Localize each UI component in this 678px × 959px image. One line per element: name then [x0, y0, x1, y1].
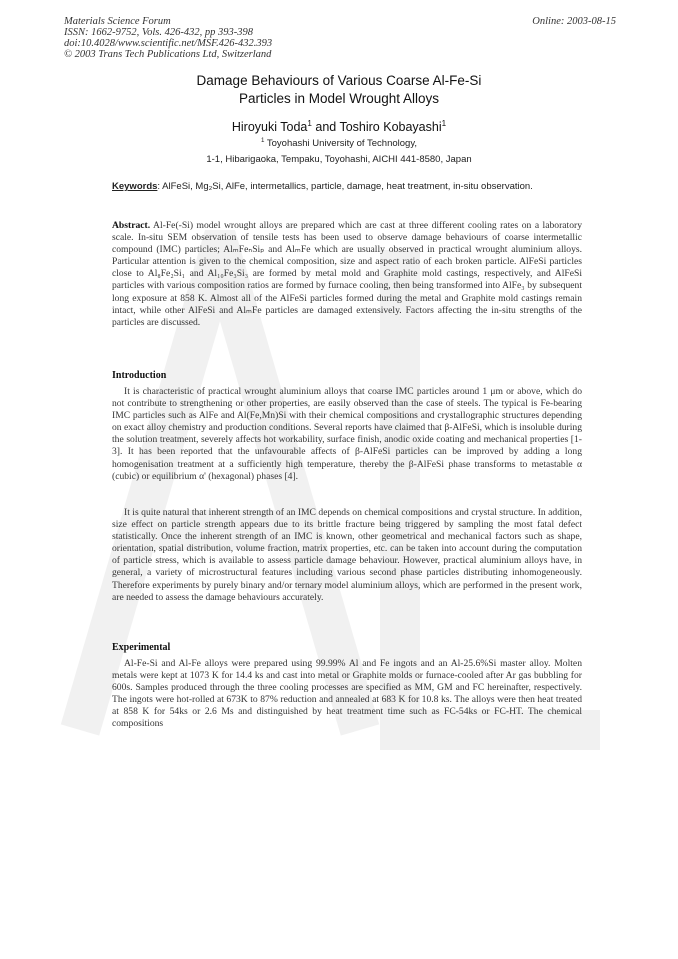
author-separator: and — [311, 120, 340, 134]
introduction-paragraph-1: It is characteristic of practical wrought aluminium alloys that coarse IMC particles around 1 μm or above, which do not contribute to strengthening or other properties, are easily observed than the case of steels. The typical is Fe-bearing IMC particles such as AlFe and Al(Fe,Mn)Si with their chemical compositions and crystallographic structures depending on exact alloy chemistry and production conditions. Several reports have claimed that β-AlFeSi, which is insoluble during the solution treatment, severely affects hot workability, surface finish, anodic oxide coating and mechanical properties [1-3]. It has been reported that the unfavourable affects of β-AlFeSi particles can be improved by adding a long homogenisation treatment at a sufficiently high temperature, thereby the β-AlFeSi phase transforms to metastable α (cubic) or equilibrium α' (hexagonal) phases [4]. — [112, 386, 582, 482]
abstract-text: Al-Fe(-Si) model wrought alloys are prepared which are cast at three different cooling rates on a laboratory scale. In-situ SEM observation of tensile tests has been used to observe damage behaviours of coarse intermetallic compound (IMC) particles; AlₘFeₙSiₚ and AlₘFe which are usually observed in practical wrought aluminium alloys. Particular attention is given to the chemical composition, size and aspect ratio of each broken particle. AlFeSi particles close to Al₈Fe₂Si₁ and Al₁₀Fe₃Si₃ are formed by metal mold and Graphite mold castings, respectively, and AlFeSi particles with various composition ratios are formed by furnace cooling, then being transformed into AlFe₃ by subsequent long exposure at 858 K. Almost all of the AlFeSi particles formed during the metal and Graphite mold castings remain intact, while other AlFeSi and AlₘFe particles are damaged extensively. Factors affecting the in-situ strengths of the particles are discussed. — [112, 220, 582, 328]
affiliation-institution-text: Toyohashi University of Technology, — [266, 138, 418, 149]
affiliation-mark: 1 — [307, 118, 312, 128]
author-list — [0, 120, 678, 134]
author-name: Hiroyuki Toda — [231, 120, 308, 134]
paper-title — [0, 72, 678, 108]
abstract — [112, 220, 582, 329]
journal-copyright: © 2003 Trans Tech Publications Ltd, Switzerland — [64, 49, 272, 60]
affiliation-address: 1-1, Hibarigaoka, Tempaku, Toyohashi, AICHI 441-8580, Japan — [206, 154, 472, 165]
author-name: Toshiro Kobayashi — [339, 120, 442, 134]
keywords — [112, 181, 580, 193]
abstract-label: Abstract. — [112, 220, 151, 231]
affiliation-institution — [0, 138, 678, 149]
experimental-paragraph-1: Al-Fe-Si and Al-Fe alloys were prepared using 99.99% Al and Fe ingots and an Al-25.6%Si master alloy. Molten metals were kept at 1073 K for 14.4 ks and cast into metal or Graphite molds or furnace-cooled after Ar gas bubbling for 600s. Samples produced through the three cooling processes are specified as MM, GM and FC hereinafter, respectively. The ingots were hot-rolled at 673K to 87% reduction and annealed at 683 K for 10.8 ks. The alloys were then heat treated at 858 K for 54ks or 2.6 Ms and distinguished by heat treatment time such as FC-54ks or FC-HT. The chemical compositions — [112, 658, 582, 730]
paper-title-line2: Particles in Model Wrought Alloys — [238, 91, 440, 106]
experimental-heading: Experimental — [112, 642, 171, 653]
keywords-text: : AlFeSi, Mg₂Si, AlFe, intermetallics, particle, damage, heat treatment, in-situ observation. — [157, 181, 533, 192]
online-date: Online: 2003-08-15 — [532, 16, 616, 27]
paper-title-line1: Damage Behaviours of Various Coarse Al-Fe-Si — [196, 73, 482, 88]
journal-name: Materials Science Forum — [64, 16, 171, 27]
journal-doi[interactable]: doi:10.4028/www.scientific.net/MSF.426-432.393 — [64, 38, 273, 49]
introduction-paragraph-2: It is quite natural that inherent strength of an IMC depends on chemical compositions and crystal structure. In addition, size effect on particle strength appears due to its brittle fracture being triggered by sampling the most fatal defect statistically. Once the inherent strength of an IMC is known, other geometrical and mechanical factors such as shape, orientation, spatial distribution, volume fraction, matrix properties, etc. can be taken into account during the computation of particle stress, which is available to assess particle damage behaviour. However, practical aluminium alloys have, in general, a variety of microstructural features including various second phase particles distributing inhomogeneously. Therefore experiments by purely binary and/or ternary model aluminium alloys, which are performed in the present work, are needed to assess the damage behaviours accurately. — [112, 507, 582, 603]
journal-issn: ISSN: 1662-9752, Vols. 426-432, pp 393-398 — [64, 27, 253, 38]
affiliation-mark: 1 — [441, 118, 447, 128]
journal-info — [64, 16, 272, 60]
introduction-heading: Introduction — [112, 370, 167, 381]
affiliation-mark: 1 — [260, 136, 265, 144]
keywords-label: Keywords — [112, 181, 158, 192]
